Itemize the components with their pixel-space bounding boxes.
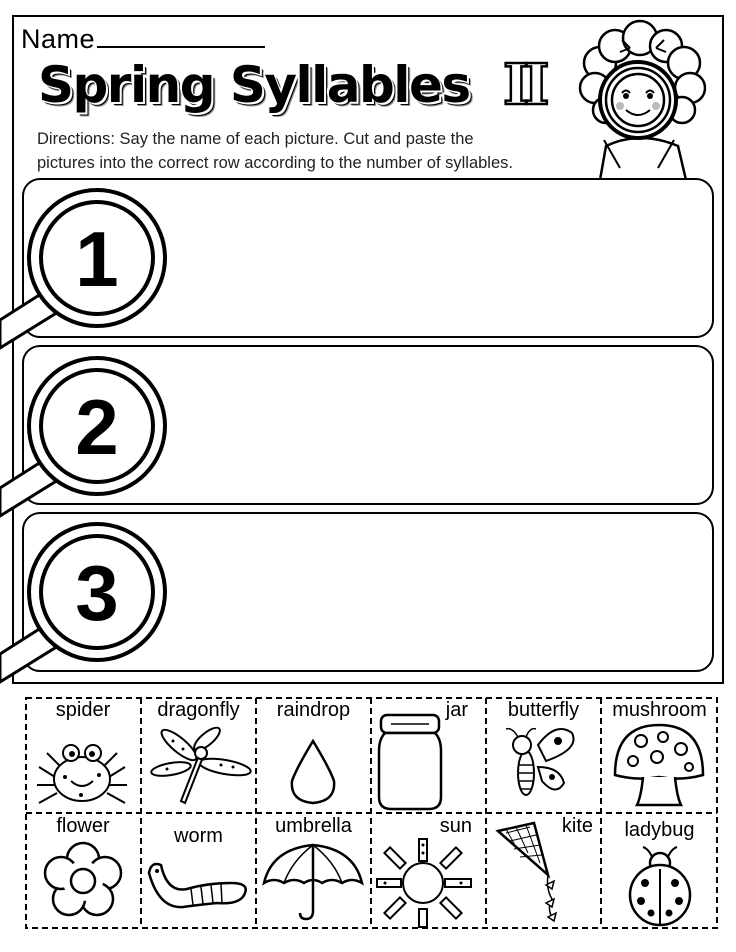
title-numeral: II <box>503 52 544 118</box>
directions-line-2: pictures into the correct row according to the number of syllables. <box>37 154 513 172</box>
card-label: kite <box>561 815 593 837</box>
card-label: ladybug <box>624 819 695 841</box>
dragonfly-icon <box>141 697 256 813</box>
card-label: mushroom <box>612 699 707 721</box>
row-number-3: 3 <box>75 549 119 637</box>
directions-text <box>37 127 597 175</box>
card-label: flower <box>56 815 110 837</box>
spider-icon <box>25 697 141 813</box>
card-umbrella[interactable] <box>256 813 371 929</box>
card-flower[interactable] <box>25 813 141 929</box>
jar-icon <box>371 697 486 813</box>
name-blank-line[interactable] <box>97 24 265 48</box>
sun-icon <box>371 813 486 929</box>
card-kite[interactable] <box>486 813 601 929</box>
kite-icon <box>486 813 601 929</box>
name-label: Name <box>21 24 96 54</box>
cutout-cards-grid <box>25 697 718 929</box>
mushroom-icon <box>601 697 718 813</box>
directions-line-1: Directions: Say the name of each picture. Cut and paste the <box>37 130 474 148</box>
card-ladybug[interactable] <box>601 813 718 929</box>
magnifier-badge-1 <box>0 188 180 356</box>
card-label: spider <box>55 699 111 721</box>
card-raindrop[interactable] <box>256 697 371 813</box>
magnifier-badge-2 <box>0 356 180 524</box>
card-label: butterfly <box>507 699 580 721</box>
card-spider[interactable] <box>25 697 141 813</box>
umbrella-icon <box>256 813 371 929</box>
card-label: umbrella <box>275 815 352 837</box>
name-field[interactable] <box>21 24 265 55</box>
card-label: sun <box>439 815 472 837</box>
card-label: worm <box>174 825 223 847</box>
row-number-1: 1 <box>75 215 119 303</box>
row-number-2: 2 <box>75 383 119 471</box>
card-jar[interactable] <box>371 697 486 813</box>
card-label: dragonfly <box>157 699 240 721</box>
card-sun[interactable] <box>371 813 486 929</box>
card-worm[interactable] <box>141 813 256 929</box>
page-title: Spring Syllables <box>38 56 470 114</box>
card-label: jar <box>445 699 468 721</box>
card-label: raindrop <box>276 699 351 721</box>
ladybug-icon <box>601 813 718 929</box>
card-dragonfly[interactable] <box>141 697 256 813</box>
card-butterfly[interactable] <box>486 697 601 813</box>
butterfly-icon <box>486 697 601 813</box>
raindrop-icon <box>256 697 371 813</box>
flower-icon <box>25 813 141 929</box>
card-mushroom[interactable] <box>601 697 718 813</box>
magnifier-badge-3 <box>0 522 180 690</box>
worm-icon <box>141 813 256 929</box>
